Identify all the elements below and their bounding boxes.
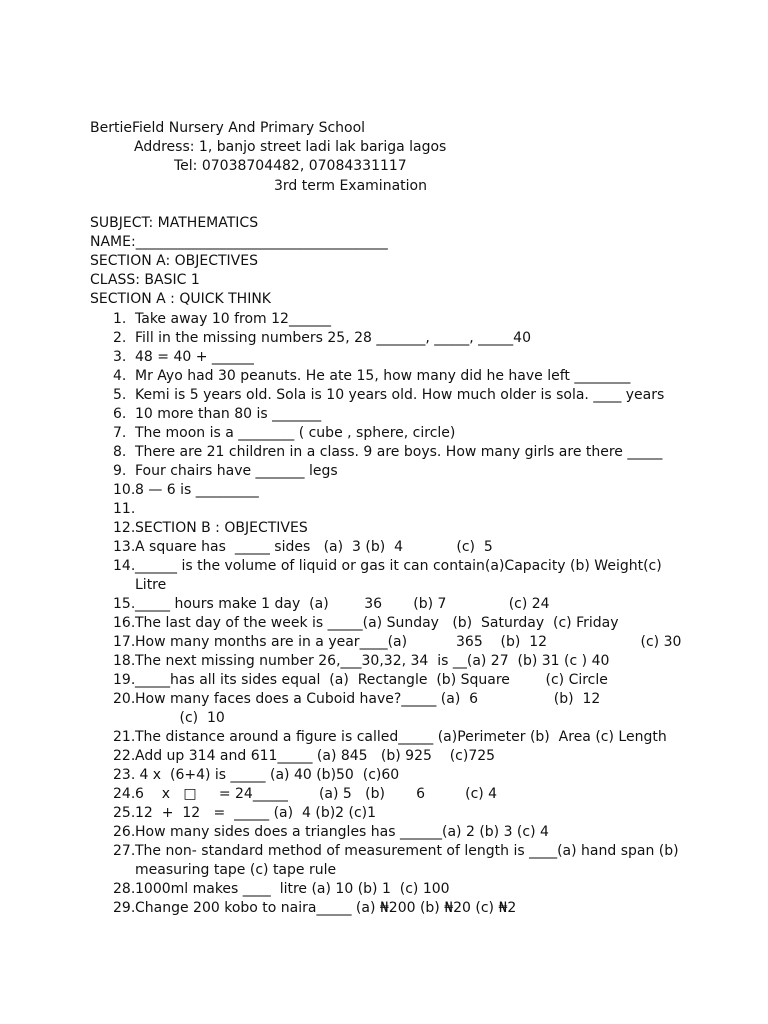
question-text: Change 200 kobo to naira_____ (a) ₦200 (b) ₦20 (c) ₦2 [135, 900, 517, 916]
question-text: The last day of the week is _____(a) Sunday (b) Saturday (c) Friday [135, 615, 619, 631]
question-text-continuation: Litre [135, 577, 167, 593]
class-line: CLASS: BASIC 1 [90, 272, 200, 288]
question-number: 27. [113, 843, 136, 859]
question-number: 5. [113, 387, 127, 403]
question-number: 25. [113, 805, 136, 821]
question-text: The non- standard method of measurement of length is ____(a) hand span (b) [135, 843, 679, 859]
question-number: 1. [113, 311, 127, 327]
question-number: 13. [113, 539, 136, 555]
question-number: 24. [113, 786, 136, 802]
question-number: 22. [113, 748, 136, 764]
question-text: 6 x □ = 24_____ (a) 5 (b) 6 (c) 4 [135, 786, 498, 802]
question-number: 19. [113, 672, 136, 688]
school-name: BertieField Nursery And Primary School [90, 120, 366, 136]
question-number: 20. [113, 691, 136, 707]
question-text: 8 — 6 is _________ [135, 482, 259, 498]
question-number: 4. [113, 368, 127, 384]
question-number: 12. [113, 520, 136, 536]
question-text: Take away 10 from 12______ [135, 311, 331, 327]
question-number: 29. [113, 900, 136, 916]
question-number: 26. [113, 824, 136, 840]
question-text: There are 21 children in a class. 9 are boys. How many girls are there _____ [135, 444, 663, 460]
question-number: 17. [113, 634, 136, 650]
section-a-title: SECTION A : QUICK THINK [90, 291, 271, 307]
question-text: The next missing number 26,___30,32, 34 is __(a) 27 (b) 31 (c ) 40 [135, 653, 610, 669]
question-text: How many faces does a Cuboid have?_____ (a) 6 (b) 12 [135, 691, 601, 707]
question-text: _____ hours make 1 day (a) 36 (b) 7 (c) 24 [135, 596, 550, 612]
question-text: SECTION B : OBJECTIVES [135, 520, 308, 536]
question-text: 12 + 12 = _____ (a) 4 (b)2 (c)1 [135, 805, 377, 821]
question-text: Fill in the missing numbers 25, 28 _______, _____, _____40 [135, 330, 531, 346]
question-text-continuation: measuring tape (c) tape rule [135, 862, 337, 878]
question-text: Add up 314 and 611_____ (a) 845 (b) 925 (c)725 [135, 748, 496, 764]
school-address: Address: 1, banjo street ladi lak bariga lagos [134, 139, 447, 155]
question-text: The moon is a ________ ( cube , sphere, circle) [135, 425, 456, 441]
question-text: 48 = 40 + ______ [135, 349, 254, 365]
question-number: 18. [113, 653, 136, 669]
question-number: 11. [113, 501, 136, 517]
exam-title: 3rd term Examination [274, 178, 427, 194]
question-number: 8. [113, 444, 127, 460]
question-text: The distance around a figure is called_____ (a)Perimeter (b) Area (c) Length [135, 729, 667, 745]
question-number: 23. [113, 767, 136, 783]
section-a-label: SECTION A: OBJECTIVES [90, 253, 258, 269]
question-number: 2. [113, 330, 127, 346]
name-line: NAME:____________________________________ [90, 234, 388, 250]
question-text: 4 x (6+4) is _____ (a) 40 (b)50 (c)60 [135, 767, 400, 783]
question-text: A square has _____ sides (a) 3 (b) 4 (c) 5 [135, 539, 493, 555]
question-number: 7. [113, 425, 127, 441]
question-number: 6. [113, 406, 127, 422]
question-number: 10. [113, 482, 136, 498]
question-number: 9. [113, 463, 127, 479]
question-text: Mr Ayo had 30 peanuts. He ate 15, how many did he have left ________ [135, 368, 631, 384]
question-text: ______ is the volume of liquid or gas it can contain(a)Capacity (b) Weight(c) [135, 558, 662, 574]
question-number: 16. [113, 615, 136, 631]
question-text: 1000ml makes ____ litre (a) 10 (b) 1 (c) 100 [135, 881, 450, 897]
school-telephone: Tel: 07038704482, 07084331117 [174, 158, 407, 174]
question-number: 3. [113, 349, 127, 365]
question-text: Kemi is 5 years old. Sola is 10 years old. How much older is sola. ____ years [135, 387, 665, 403]
question-text-continuation: (c) 10 [135, 710, 225, 726]
question-text: 10 more than 80 is _______ [135, 406, 322, 422]
question-number: 21. [113, 729, 136, 745]
question-number: 28. [113, 881, 136, 897]
question-text: _____has all its sides equal (a) Rectangle (b) Square (c) Circle [135, 672, 608, 688]
question-text: How many sides does a triangles has ______(a) 2 (b) 3 (c) 4 [135, 824, 549, 840]
question-text: Four chairs have _______ legs [135, 463, 338, 479]
subject-line: SUBJECT: MATHEMATICS [90, 215, 259, 231]
question-text: How many months are in a year____(a) 365 (b) 12 (c) 30 [135, 634, 682, 650]
question-number: 15. [113, 596, 136, 612]
question-number: 14. [113, 558, 136, 574]
